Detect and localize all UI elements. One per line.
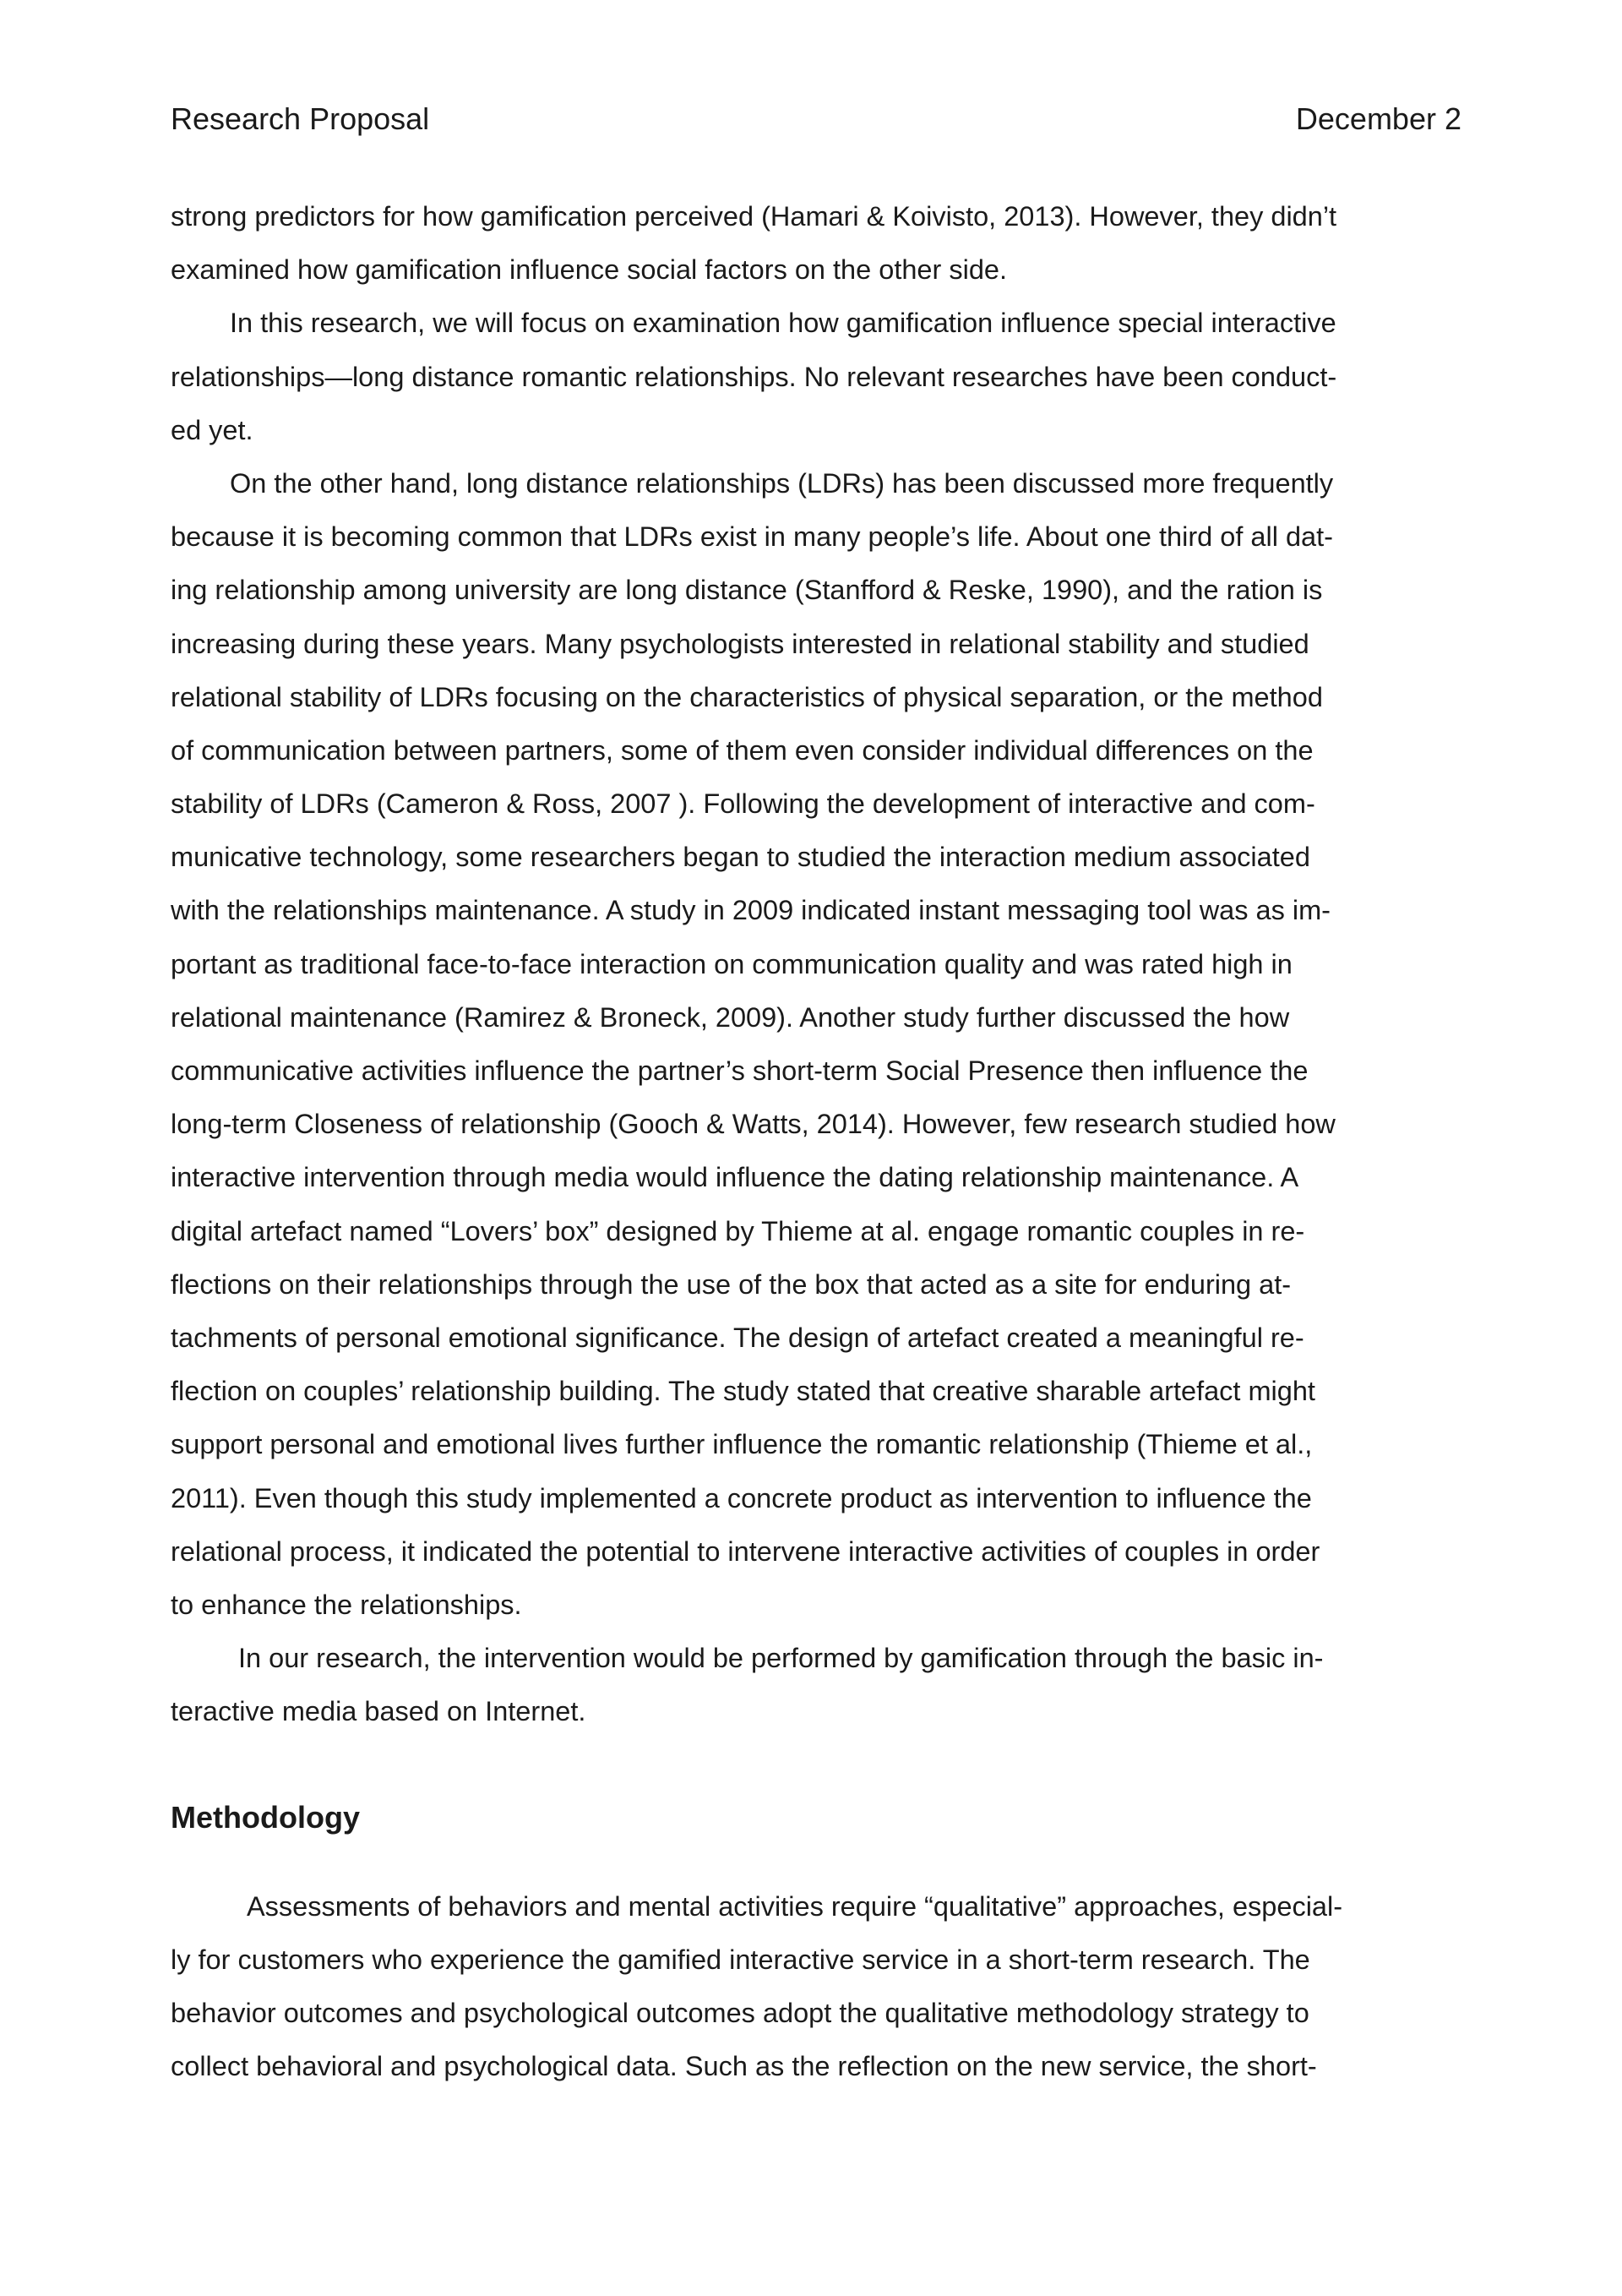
section-spacer	[171, 1738, 1472, 1791]
text-line: because it is becoming common that LDRs exist in many people’s life. About one third of all dat-	[171, 521, 1333, 553]
text-line: increasing during these years. Many psychologists interested in relational stability and studied	[171, 628, 1309, 659]
text-line: examined how gamification influence social factors on the other side.	[171, 254, 1007, 286]
text-line: digital artefact named “Lovers’ box” designed by Thieme at al. engage romantic couples in re-	[171, 1215, 1305, 1246]
paragraph-start-line: In this research, we will focus on examination how gamification influence special interactive	[230, 308, 1336, 339]
text-line: support personal and emotional lives further influence the romantic relationship (Thieme et al.,	[171, 1429, 1313, 1460]
text-line: to enhance the relationships.	[171, 1589, 522, 1620]
text-line: municative technology, some researchers began to studied the interaction medium associated	[171, 842, 1310, 873]
section-heading: Methodology	[171, 1800, 360, 1835]
text-line: teractive media based on Internet.	[171, 1696, 586, 1727]
text-line: with the relationships maintenance. A study in 2009 indicated instant messaging tool was as im-	[171, 895, 1331, 926]
text-line: interactive intervention through media would influence the dating relationship maintenance. A	[171, 1162, 1299, 1193]
text-line: relational stability of LDRs focusing on the characteristics of physical separation, or the method	[171, 681, 1323, 712]
text-line: tachments of personal emotional significance. The design of artefact created a meaningful re-	[171, 1322, 1304, 1353]
running-header-title: Research Proposal	[171, 101, 430, 136]
text-line: collect behavioral and psychological data. Such as the reflection on the new service, the short-	[171, 2051, 1317, 2082]
text-line: strong predictors for how gamification perceived (Hamari & Koivisto, 2013). However, they didn’t	[171, 201, 1337, 232]
text-line: of communication between partners, some of them even consider individual differences on the	[171, 734, 1314, 766]
text-line: flections on their relationships through the use of the box that acted as a site for enduring at-	[171, 1268, 1292, 1300]
text-line: portant as traditional face-to-face interaction on communication quality and was rated high in	[171, 948, 1293, 979]
text-line: stability of LDRs (Cameron & Ross, 2007 ). Following the development of interactive and com-	[171, 788, 1315, 820]
paragraph-start-line: Assessments of behaviors and mental activities require “qualitative” approaches, especial-	[247, 1890, 1343, 1922]
text-line: ed yet.	[171, 414, 253, 445]
document-body	[171, 190, 1472, 2093]
paragraph-start-line: In our research, the intervention would be performed by gamification through the basic in-	[238, 1643, 1324, 1674]
text-line: ly for customers who experience the gamified interactive service in a short-term research. The	[171, 1944, 1310, 1975]
text-line: behavior outcomes and psychological outcomes adopt the qualitative methodology strategy to	[171, 1998, 1309, 2028]
section-spacer	[171, 1845, 1472, 1880]
text-line: 2011). Even though this study implemented a concrete product as intervention to influence the	[171, 1482, 1312, 1513]
text-line: relationships—long distance romantic relationships. No relevant researches have been conduct-	[171, 361, 1337, 392]
text-line: ing relationship among university are long distance (Stanfford & Reske, 1990), and the ration is	[171, 575, 1323, 606]
text-line: communicative activities influence the partner’s short-term Social Presence then influence the	[171, 1055, 1309, 1086]
text-line: relational process, it indicated the potential to intervene interactive activities of couples in order	[171, 1535, 1320, 1567]
paragraph-start-line: On the other hand, long distance relationships (LDRs) has been discussed more frequently	[230, 467, 1334, 499]
text-line: long-term Closeness of relationship (Gooch & Watts, 2014). However, few research studied how	[171, 1109, 1336, 1140]
running-header-date: December 2	[1295, 101, 1461, 136]
text-line: relational maintenance (Ramirez & Broneck, 2009). Another study further discussed the how	[171, 1001, 1290, 1033]
text-line: flection on couples’ relationship building. The study stated that creative sharable artefact might	[171, 1376, 1315, 1407]
